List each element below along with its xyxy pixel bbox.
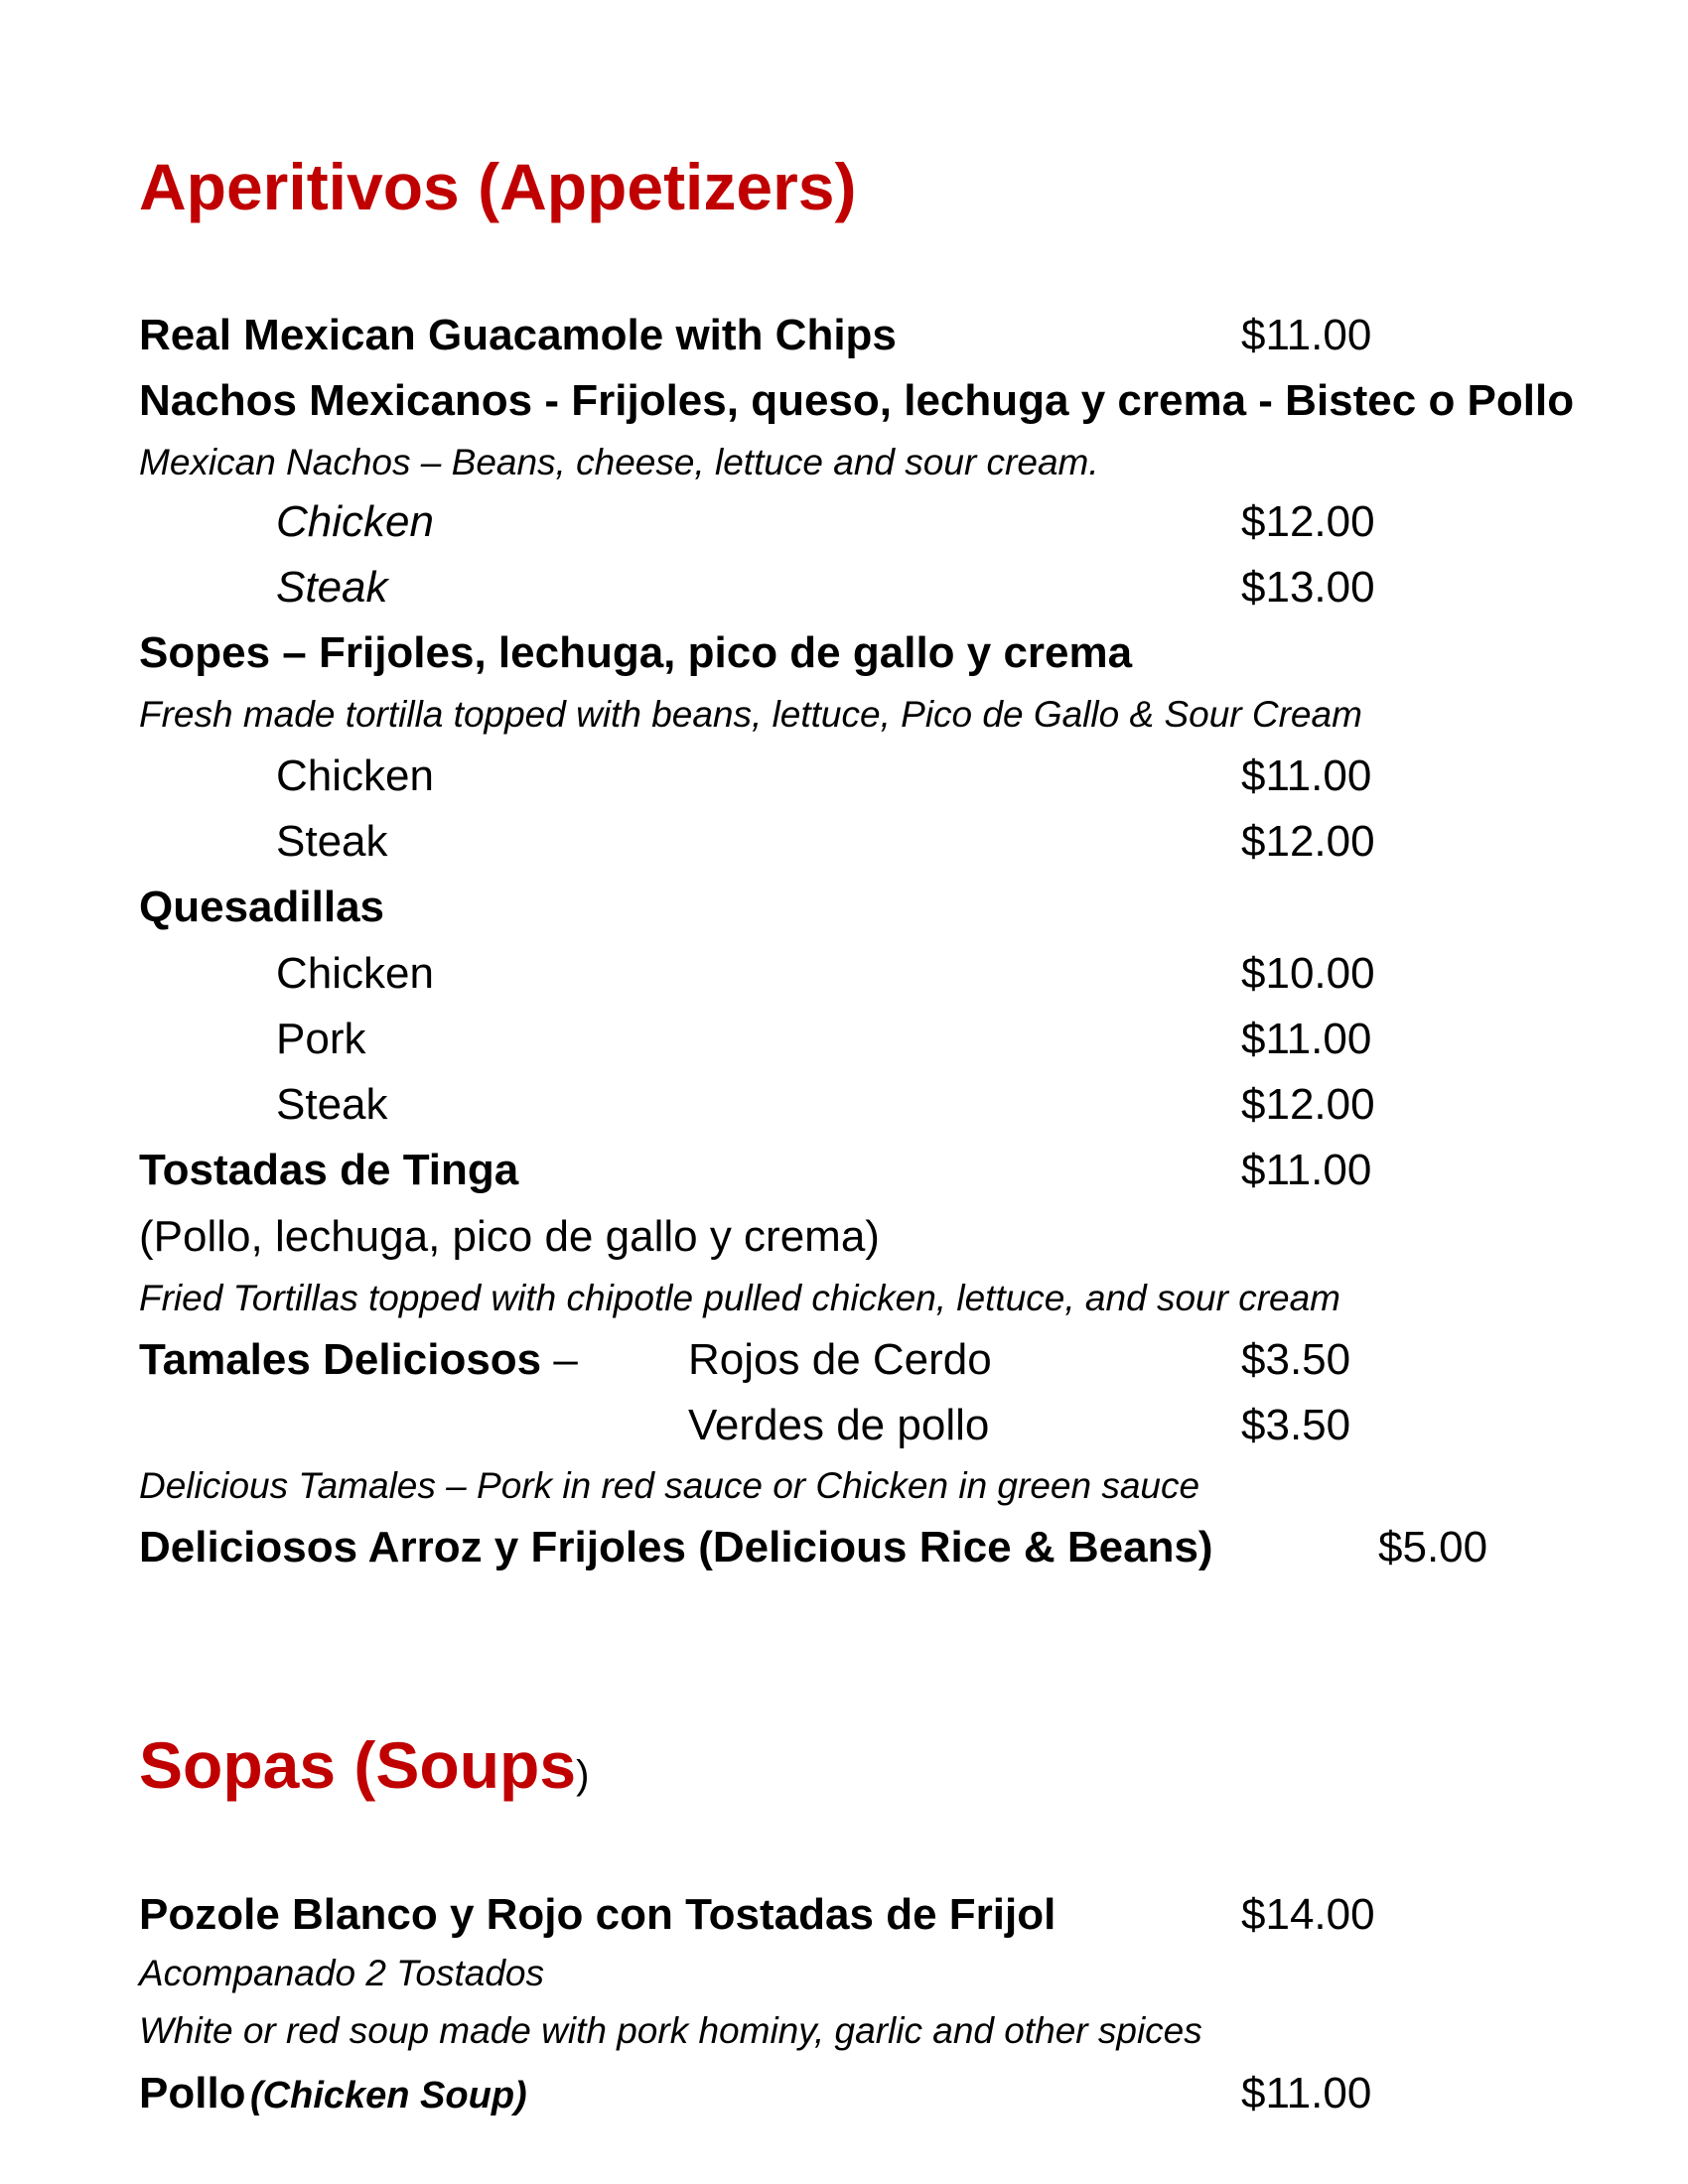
quesadillas-price-pork: $11.00 bbox=[1241, 1015, 1372, 1063]
tamales-description: Delicious Tamales – Pork in red sauce or Chicken in green sauce bbox=[139, 1465, 1200, 1506]
quesadillas-name: Quesadillas bbox=[139, 883, 385, 931]
sopes-option-chicken: Chicken bbox=[276, 751, 434, 800]
soups-heading-text: Sopas (Soups bbox=[139, 1728, 577, 1802]
quesadillas-option-chicken: Chicken bbox=[276, 949, 434, 998]
tamales-name: Tamales Deliciosos bbox=[139, 1335, 542, 1384]
sopes-option-steak: Steak bbox=[276, 817, 388, 866]
nachos-price-steak: $13.00 bbox=[1241, 563, 1375, 612]
tostadas-name: Tostadas de Tinga bbox=[139, 1146, 519, 1194]
pollo-soup-price: $11.00 bbox=[1241, 2069, 1372, 2117]
tamales-option-verdes: Verdes de pollo bbox=[688, 1401, 990, 1449]
rice-beans-price: $5.00 bbox=[1378, 1523, 1488, 1571]
nachos-option-chicken: Chicken bbox=[276, 497, 434, 546]
tostadas-description: Fried Tortillas topped with chipotle pulled chicken, lettuce, and sour cream bbox=[139, 1278, 1340, 1318]
sopes-price-steak: $12.00 bbox=[1241, 817, 1375, 866]
quesadillas-option-steak: Steak bbox=[276, 1080, 388, 1129]
nachos-name: Nachos Mexicanos - Frijoles, queso, lechuga y crema - Bistec o Pollo bbox=[139, 376, 1575, 425]
guacamole-price: $11.00 bbox=[1241, 311, 1372, 359]
quesadillas-price-steak: $12.00 bbox=[1241, 1080, 1375, 1129]
soups-heading bbox=[139, 1725, 589, 1815]
pozole-name: Pozole Blanco y Rojo con Tostadas de Frijol bbox=[139, 1890, 1056, 1939]
nachos-option-steak: Steak bbox=[276, 563, 388, 612]
pozole-description-1: Acompanado 2 Tostados bbox=[139, 1953, 544, 1993]
sopes-price-chicken: $11.00 bbox=[1241, 751, 1372, 800]
tamales-dash: – bbox=[541, 1335, 578, 1384]
nachos-price-chicken: $12.00 bbox=[1241, 497, 1375, 546]
pollo-soup-heading bbox=[139, 2068, 527, 2121]
sopes-name: Sopes – Frijoles, lechuga, pico de gallo y crema bbox=[139, 628, 1133, 677]
pollo-soup-name: Pollo bbox=[139, 2069, 246, 2117]
pozole-price: $14.00 bbox=[1241, 1890, 1375, 1939]
quesadillas-price-chicken: $10.00 bbox=[1241, 949, 1375, 998]
nachos-description: Mexican Nachos – Beans, cheese, lettuce and sour cream. bbox=[139, 442, 1099, 482]
tamales-price-verdes: $3.50 bbox=[1241, 1401, 1351, 1449]
guacamole-name: Real Mexican Guacamole with Chips bbox=[139, 311, 897, 359]
soups-heading-tail: ) bbox=[576, 1753, 590, 1797]
pozole-description-2: White or red soup made with pork hominy, garlic and other spices bbox=[139, 2010, 1202, 2051]
pollo-soup-subtitle: (Chicken Soup) bbox=[250, 2075, 527, 2116]
tostadas-price: $11.00 bbox=[1241, 1146, 1372, 1194]
quesadillas-option-pork: Pork bbox=[276, 1015, 366, 1063]
tostadas-spanish-description: (Pollo, lechuga, pico de gallo y crema) bbox=[139, 1212, 880, 1261]
tamales-heading bbox=[139, 1334, 578, 1386]
tamales-price-rojos: $3.50 bbox=[1241, 1335, 1351, 1384]
rice-beans-name: Deliciosos Arroz y Frijoles (Delicious Rice & Beans) bbox=[139, 1523, 1213, 1571]
sopes-description: Fresh made tortilla topped with beans, lettuce, Pico de Gallo & Sour Cream bbox=[139, 694, 1362, 735]
appetizers-heading: Aperitivos (Appetizers) bbox=[139, 150, 857, 223]
tamales-option-rojos: Rojos de Cerdo bbox=[688, 1335, 992, 1384]
